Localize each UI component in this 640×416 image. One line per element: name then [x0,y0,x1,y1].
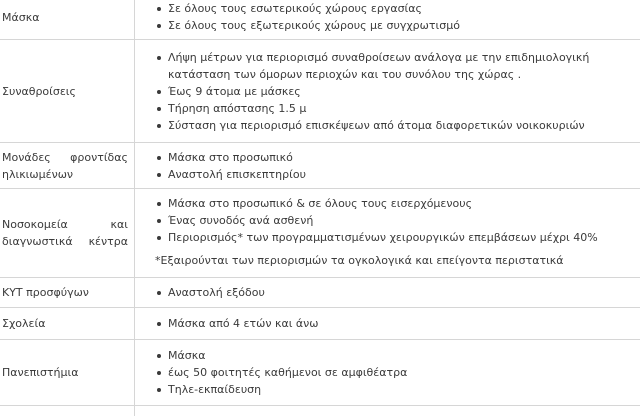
table-row [0,308,640,340]
row-items [135,0,640,40]
bullet-list [155,284,634,301]
row-label [0,406,135,416]
list-item: Μάσκα στο προσωπικό & σε όλους τους εισερχόμενους [168,195,634,212]
row-items [135,278,640,308]
list-item: Σε όλους τους εξωτερικούς χώρους με συγχρωτισμό [168,17,634,34]
row-items [135,143,640,189]
table-row [0,278,640,308]
list-item: Ένας συνοδός ανά ασθενή [168,212,634,229]
bullet-list [155,195,634,246]
list-item: Αναστολή επισκεπτηρίου [168,166,634,183]
list-item: Μάσκα στο προσωπικό [168,149,634,166]
bullet-list [155,347,634,398]
bullet-list [155,49,634,134]
table-row [0,189,640,278]
row-label-line: Μονάδες φροντίδας [2,150,128,164]
list-item: Τήρηση απόστασης 1.5 μ [168,100,634,117]
row-label [0,143,135,189]
bullet-list [155,0,634,34]
row-label-line: διαγνωστικά κέντρα [2,235,128,248]
list-item: Σε όλους τους εσωτερικούς χώρους εργασίας [168,0,634,17]
row-label: Συναθροίσεις [0,40,135,143]
row-items [135,308,640,340]
list-item: έως 50 φοιτητές καθήμενοι σε αμφιθέατρα [168,364,634,381]
list-item: Έως 9 άτομα με μάσκες [168,83,634,100]
table-row [0,143,640,189]
row-items [135,340,640,406]
list-item: Λήψη μέτρων για περιορισμό συναθροίσεων ανάλογα με την επιδημιολογική κατάσταση των όμορων περιοχών και του συνόλου της χώρας . [168,49,634,83]
row-label: Μάσκα [0,0,135,40]
table-row [0,40,640,143]
row-items [135,189,640,278]
bullet-list [155,149,634,183]
row-label-line: Νοσοκομεία και [2,218,128,231]
list-item: Μάσκα [168,347,634,364]
table-row [0,340,640,406]
list-item: Μάσκα από 4 ετών και άνω [168,315,634,332]
list-item: Αναστολή εξόδου [168,284,634,301]
row-label: Πανεπιστήμια [0,340,135,406]
footnote: *Εξαιρούνται των περιορισμών τα ογκολογικά και επείγοντα περιστατικά [155,254,564,267]
table-row [0,406,640,416]
list-item: Τηλε-εκπαίδευση [168,381,634,398]
row-label-line: ηλικιωμένων [2,167,74,181]
bullet-list [155,315,634,332]
table-row [0,0,640,40]
row-label: Σχολεία [0,308,135,340]
row-items [135,40,640,143]
row-label: ΚΥΤ προσφύγων [0,278,135,308]
row-items [135,406,640,416]
list-item: Σύσταση για περιορισμό επισκέψεων από άτομα διαφορετικών νοικοκυριών [168,117,634,134]
list-item: Περιορισμός* των προγραμματισμένων χειρουργικών επεμβάσεων μέχρι 40% [168,229,634,246]
row-label [0,189,135,278]
